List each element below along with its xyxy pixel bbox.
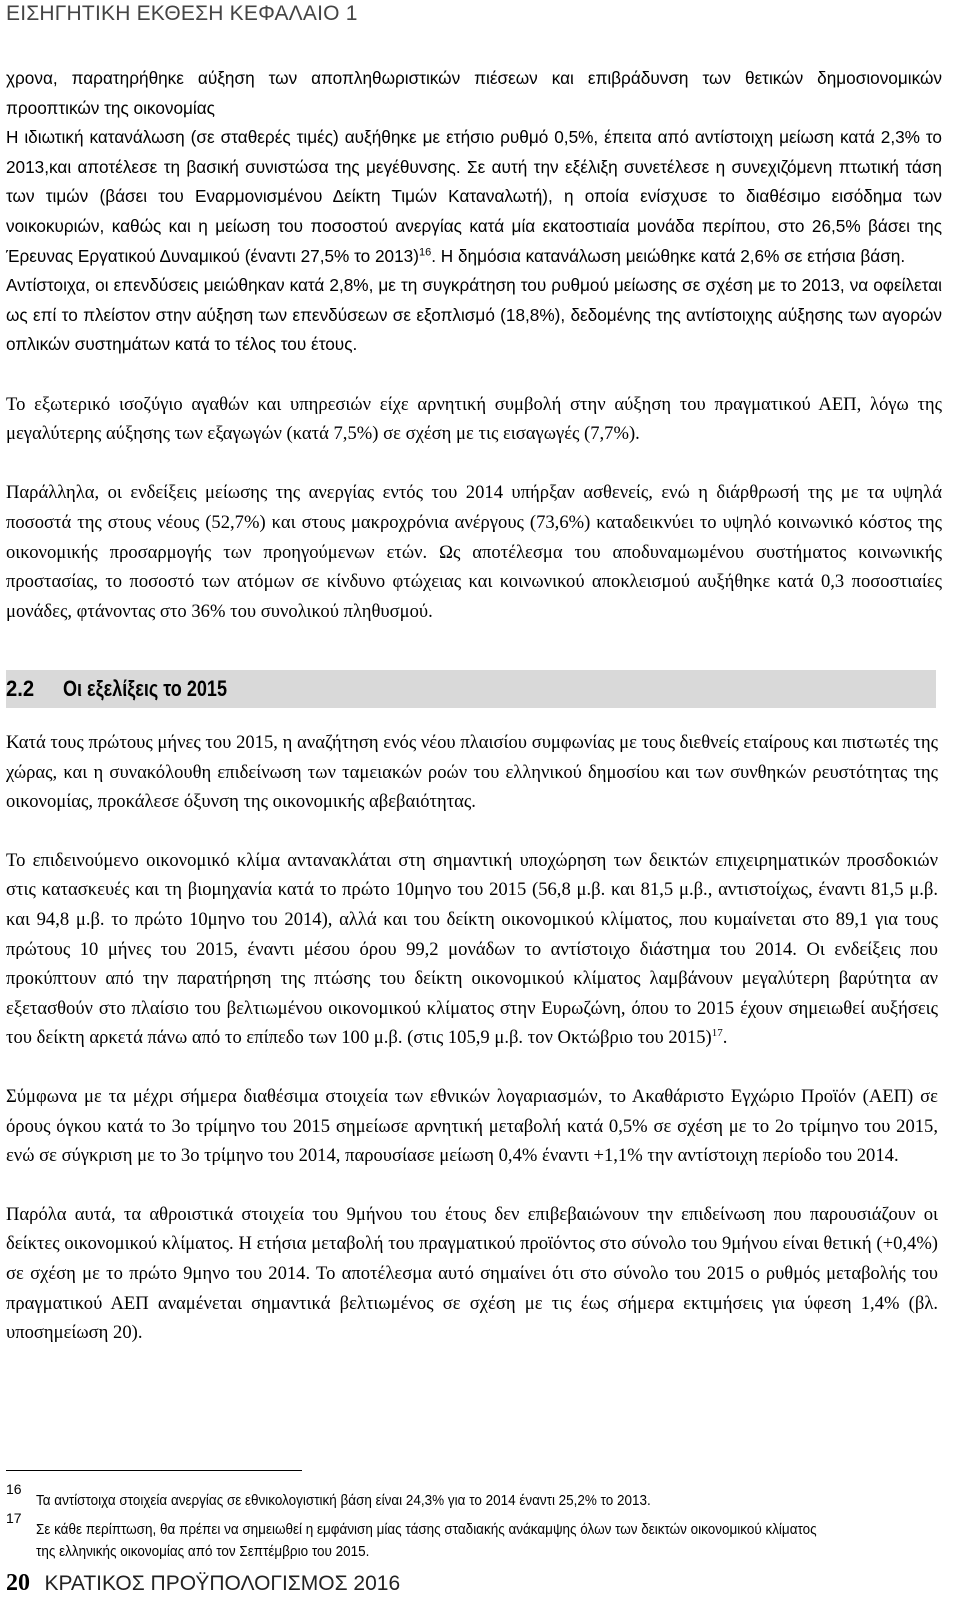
footnote-ref: 17: [711, 1027, 723, 1040]
paragraph-text: χρονα, παρατηρήθηκε αύξηση των αποπληθωριστικών πιέσεων και επιβράδυνση των θετικών δημοσιονομικών προοπτικών της οικονομίας: [6, 68, 942, 118]
footer-title: ΚΡΑΤΙΚΟΣ ΠΡΟΫΠΟΛΟΓΙΣΜΟΣ 2016: [44, 1572, 401, 1595]
page-number: 20: [6, 1570, 30, 1596]
section-number: 2.2: [6, 676, 35, 701]
body-text-top: [6, 64, 942, 626]
footnote-text: Τα αντίστοιχα στοιχεία ανεργίας σε εθνικολογιστική βάση είναι 24,3% για το 2014 έναντι 25,2% το 2013.: [36, 1493, 651, 1509]
body-text-bottom: [6, 728, 938, 1377]
footnote-text: Σε κάθε περίπτωση, θα πρέπει να σημειωθεί η εμφάνιση μίας τάσης σταδιακής ανάκαμψης όλων των δεικτών οικονομικού κλίματος: [36, 1522, 817, 1538]
paragraph: [6, 390, 942, 449]
section-title: Οι εξελίξεις το 2015: [62, 676, 227, 701]
footnote-number: 16: [6, 1481, 22, 1497]
paragraph-text: Παράλληλα, οι ενδείξεις μείωσης της ανεργίας εντός του 2014 υπήρξαν ασθενείς, ενώ η διάρθρωσή της με τα υψηλά ποσοστά της στους νέους (52,7%) και στους μακροχρόνια ανέργους (73,6%) καταδεικνύει το υψηλό κοινωνικό κόστος της οικονομικής προσαρμογής των προηγούμενων ετών. Ως αποτέλεσμα του αποδυναμωμένου συστήματος κοινωνικής προστασίας, το ποσοστό των ατόμων σε κίνδυνο φτώχειας και κοινωνικού αποκλεισμού αυξήθηκε κατά 0,3 ποσοστιαίες μονάδες, φτάνοντας στο 36% του συνολικού πληθυσμού.: [6, 482, 942, 622]
paragraph: Το επιδεινούμενο οικονομικό κλίμα αντανακλάται στη σημαντική υποχώρηση των δεικτών επιχειρηματικών προσδοκιών στις κατασκευές και τη βιομηχανία κατά το πρώτο 10μηνο του 2015 (56,8 μ.β. και 81,5 μ.β., αντιστοίχως, έναντι 81,5 μ.β. και 94,8 μ.β. το πρώτο 10μηνο του 2014), αλλά και του δείκτη οικονομικού κλίματος, που κυμαίνεται στο 89,1 για τους πρώτους 10 μήνες του 2015, έναντι μέσου όρου 99,2 μονάδων το αντίστοιχο διάστημα του 2014. Οι ενδείξεις που προκύπτουν από την παρατήρηση της πτώσης του δείκτη οικονομικού κλίματος λαμβάνουν μεγαλύτερη βαρύτητα αν εξετασθούν στο πλαίσιο του βελτιωμένου οικονομικού κλίματος στην Ευρωζώνη, όπου το 2015 έχουν σημειωθεί αυξήσεις του δείκτη αρκετά πάνω από το επίπεδο των 100 μ.β. (στις 105,9 μ.β. τον Οκτώβριο του 2015)$^{17}$.: [6, 849, 938, 1049]
paragraph: Κατά τους πρώτους μήνες του 2015, η αναζήτηση ενός νέου πλαισίου συμφωνίας με τους διεθνείς εταίρους και πιστωτές της χώρας, και η συνακόλουθη επιδείνωση των ταμειακών ροών του ελληνικού δημοσίου και των συνθηκών ρευστότητας της οικονομίας, προκάλεσε όξυνση της οικονομικής αβεβαιότητας.: [6, 732, 938, 813]
footnote-number: 17: [6, 1510, 22, 1526]
paragraph-text: Το εξωτερικό ισοζύγιο αγαθών και υπηρεσιών είχε αρνητική συμβολή στην αύξηση του πραγματικού ΑΕΠ, λόγω της μεγαλύτερης αύξησης των εξαγωγών (κατά 7,5%) σε σχέση με τις εισαγωγές (7,7%).: [6, 393, 942, 445]
paragraph: Παρόλα αυτά, τα αθροιστικά στοιχεία του 9μήνου του έτους δεν επιβεβαιώνουν την επιδείνωση που παρουσιάζουν οι δείκτες οικονομικού κλίματος. Η ετήσια μεταβολή του πραγματικού προϊόντος στο σύνολο του 9μήνου είναι θετική (+0,4%) σε σχέση με το πρώτο 9μηνο του 2014. Το αποτέλεσμα αυτό σημαίνει ότι στο σύνολο του 2015 ο ρυθμός μεταβολής του πραγματικού ΑΕΠ αναμένεται σημαντικά βελτιωμένος σε σχέση με τις έως σήμερα εκτιμήσεις για ύφεση 1,4% (βλ. υποσημείωση 20).: [6, 1203, 938, 1344]
paragraph-text: Σε αυτή την εξέλιξη συνετέλεσε η συνεχιζόμενη πτωτική τάση των τιμών (βάσει του Εναρμονισμένου Δείκτη Τιμών Καταναλωτή), η οποία ενίσχυσε το διαθέσιμο εισόδημα των νοικοκυριών, καθώς και η μείωση του ποσοστού ανεργίας κατά μία εκατοστιαία μονάδα περίπου, στο 26,5% βάσει της Έρευνας Εργατικού Δυναμικού (έναντι 27,5% το 2013): [6, 156, 942, 266]
footnote-divider: [6, 1470, 302, 1471]
paragraph: [6, 64, 942, 360]
page-header-title: ΕΙΣΗΓΗΤΙΚΗ ΕΚΘΕΣΗ ΚΕΦΑΛΑΙΟ 1: [6, 2, 358, 25]
footnote-17: [6, 1510, 936, 1563]
footnote-16: [6, 1481, 936, 1512]
footnote-text-cont: της ελληνικής οικονομίας από τον Σεπτέμβριο του 2015.: [36, 1544, 370, 1560]
paragraph: Σύμφωνα με τα μέχρι σήμερα διαθέσιμα στοιχεία των εθνικών λογαριασμών, το Ακαθάριστο Εγχώριο Προϊόν (ΑΕΠ) σε όρους όγκου κατά το 3ο τρίμηνο του 2015 σημείωσε αρνητική μεταβολή κατά 0,5% σε σχέση με το 2ο τρίμηνο του 2015, ενώ σε σύγκριση με το 3ο τρίμηνο του 2014, παρουσίασε μείωση 0,4% έναντι +1,1% την αντίστοιχη περίοδο του 2014.: [6, 1085, 938, 1167]
footnote-ref: 16: [418, 245, 432, 258]
paragraph: [6, 478, 942, 626]
paragraph-text: . Η δημόσια κατανάλωση μειώθηκε κατά 2,6% σε ετήσια βάση.: [431, 245, 906, 266]
paragraph-text: Η ιδιωτική κατανάλωση (σε σταθερές τιμές) αυξήθηκε με ετήσιο ρυθμό 0,5%, έπειτα από αντίστοιχη μείωση κατά 2,3% το 2013,και αποτέλεσε τη βασική συνιστώσα της μεγέθυνσης.: [6, 127, 942, 177]
page-footer: [6, 1570, 400, 1597]
section-heading: [6, 670, 936, 708]
paragraph-text: Αντίστοιχα, οι επενδύσεις μειώθηκαν κατά 2,8%, με τη συγκράτηση του ρυθμού μείωσης σε σχέση με το 2013, να οφείλεται ως επί το πλείστον στην αύξηση των επενδύσεων σε εξοπλισμό (18,8%), δεδομένης της αντίστοιχης αύξησης των αγορών οπλικών συστημάτων κατά το τέλος του έτους.: [6, 275, 942, 355]
